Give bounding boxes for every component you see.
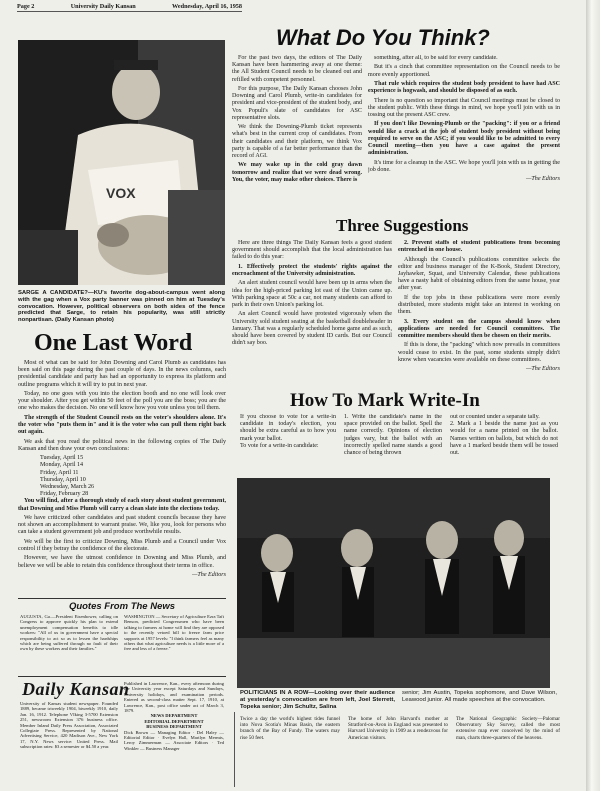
olw-para: We ask that you read the political news in the following copies of The Daily Kansan and then draw your own conclusions: bbox=[18, 438, 226, 452]
issue-item: Monday, April 14 bbox=[40, 462, 84, 469]
editorial-para: There is no question so important that Council meetings must be closed to the student public. With these things in mind, we hope you'll join with us in tossing out the present ASC crew. bbox=[368, 97, 560, 118]
suggestion-para: 1. Effectively protect the students' rights against the encroachment of the University administration. bbox=[232, 263, 392, 277]
suggestion-para: If the top jobs in these publications were more evenly distributed, more students might take an interest in working on them. bbox=[398, 294, 560, 316]
business-dept: BUSINESS DEPARTMENT bbox=[146, 724, 202, 730]
masthead-publishing bbox=[124, 681, 224, 786]
sarge-photo-image bbox=[18, 40, 225, 285]
editorial-signature: —The Editors bbox=[525, 176, 560, 183]
quotes-rule-bottom bbox=[18, 676, 226, 677]
olw-para: Today, no one goes with you into the election booth and no one will look over your shoulder. After you get within 50 feet of the poll you are the boss; you are the one who makes the decision. No one will know how you vote unless you tell them. bbox=[18, 391, 226, 412]
suggestion-para: 3. Every student on the campus should know when applications are needed for Council committees. The committee members should then be chosen on their merits. bbox=[398, 318, 560, 339]
politicians-caption-left: POLITICIANS IN A ROW—Looking over their audience at yesterday's convocation are from left, Joel Sterrett, Topeka senior; Jim Schultz, Salina bbox=[240, 690, 395, 710]
quotes-title: Quotes From The News bbox=[68, 601, 176, 612]
editorial-para: For this purpose, The Daily Kansan chooses John Downing and Carol Plumb, write-in candidates for president and vice-president of the student body, and Vox Populi's slate of candidates for ASC representative slots. bbox=[232, 86, 362, 121]
filler-harvard: The home of John Harvard's mother at Stratford-on-Avon in England was presented to Harvard University in 1909 as a rendezvous for American visitors. bbox=[348, 716, 448, 741]
issue-item: Friday, April 11 bbox=[40, 469, 79, 476]
suggestion-para: If this is done, the "packing" which now prevails in committees would cease to exist. In the past, some students simply didn't know when vacancies were available on these committees. bbox=[398, 342, 560, 363]
quotes-right: WASHINGTON — Secretary of Agriculture Ezra Taft Benson, predicted Congressmen who have been talking to farmers at home will find they are opposed to the recently vetoed bill to freeze farm price supports at 1957 levels: "I think farmers feel as many others that what agriculture needs is a little more of a free and less of a freeze." bbox=[124, 614, 224, 652]
how-to-col-2: 1. Write the candidate's name in the space provided on the ballot. Spell the name correctly. Opinions of election judges vary, but the ballot with an incorrectly spelled name stands a good chance of being thrown bbox=[344, 414, 442, 457]
editorial-para: We may wake up in the cold gray dawn tomorrow and realize that we were dead wrong. You, the voter, may make other choices. There is bbox=[232, 162, 362, 183]
how-to-col-1: If you choose to vote for a write-in candidate in today's election, you should be extra careful as to how you mark your ballot. To vote for a write-in candidate: bbox=[240, 414, 336, 449]
page-number: Page 2 bbox=[17, 3, 35, 10]
editorial-col-2 bbox=[368, 55, 560, 215]
how-to-headline: How To Mark Write-In bbox=[290, 390, 480, 411]
masthead-title: Daily Kansan bbox=[22, 679, 130, 699]
olw-para: We have criticized other candidates and past student councils because they have not shown an accomplishment to warrant praise. We, like you, look for persons who can take a student government job and produce worthwhile results. bbox=[18, 515, 226, 536]
olw-para: The strength of the Student Council rests on the voter's shoulders alone. It's the voter who "puts them in" and it is the voter who can pull them right back out again. bbox=[18, 414, 226, 436]
page-edge bbox=[586, 0, 600, 791]
politicians-caption-right: senior; Jim Austin, Topeka sophomore, and Dave Wilson, Leawood junior. All made speeches at the convocation. bbox=[402, 690, 557, 703]
masthead-staff: Dick Brown — Managing Editor · Del Haley — Editorial Editor · Evelyn Hall, Marilyn Mermis, Leroy Zimmerman — Associate Editors · Ted Winkler — Business Manager bbox=[124, 729, 224, 751]
editorial-para: It's time for a cleanup in the ASC. We hope you'll join with us in getting the job done. bbox=[368, 159, 560, 173]
suggestions-col-2 bbox=[398, 240, 560, 386]
olw-para: We will be the first to criticize Downing, Miss Plumb and a Council under Vox control if they betray the confidence of the electorate. bbox=[18, 538, 226, 552]
suggestion-para: 2. Prevent staffs of student publications from becoming entrenched in one house. bbox=[398, 240, 560, 254]
quotes-rule-top bbox=[18, 598, 226, 599]
filler-palomar: The National Geographic Society—Palomar Observatory Sky Survey, called the most extensive map ever conceived by the mind of man, charts three-quarters of the heavens. bbox=[456, 716, 560, 741]
three-suggestions-headline: Three Suggestions bbox=[336, 216, 469, 235]
how-to-col-3: out or counted under a separate tally. 2. Mark a 1 beside the name just as you would for a name printed on the ballot. Names written on ballots, but which do not have a 1 marked beside them will be tossed out. bbox=[450, 414, 558, 457]
politicians-photo-image bbox=[237, 478, 550, 688]
issue-item: Thursday, April 10 bbox=[40, 476, 86, 483]
politicians-photo bbox=[237, 478, 550, 688]
suggestion-para: Here are three things The Daily Kansan feels a good student government should accomplish that the local administration has failed to do this year: bbox=[232, 240, 392, 261]
editorial-dept: EDITORIAL DEPARTMENT bbox=[144, 718, 204, 724]
masthead-mid: Published in Lawrence, Kan., every afternoon during the University year except Saturdays and Sundays, University holidays, and examination periods. Entered as second-class matter Sept. 17, 1910, at Lawrence, Kan., post office under act of March 3, 1879. bbox=[124, 681, 224, 714]
filler-tides: Twice a day the world's highest tides funnel into Nova Scotia's Minas Basin, the eastern branch of the Bay of Fundy. The waters may rise 50 feet. bbox=[240, 716, 340, 741]
sarge-photo bbox=[18, 40, 225, 285]
issue-item: Friday, February 28 bbox=[40, 491, 89, 498]
suggestion-para: An alert student council would have been up in arms when the idea for the high-priced parking lot east of the Union came up. With parking space at 50c a car, not many students can afford to park in their own Union's parking lot. bbox=[232, 280, 392, 308]
issue-item: Tuesday, April 15 bbox=[40, 455, 84, 462]
editorial-para: If you don't like Downing-Plumb or the "packing": if you or a friend would like a crack at the job of student body president without being required to serve on the ASC; if you would like to be admitted to every Council meeting—then you have a case against the present administration. bbox=[368, 121, 560, 157]
editorial-col-1 bbox=[232, 55, 362, 205]
main-headline: What Do You Think? bbox=[276, 25, 490, 50]
one-last-word-body bbox=[18, 360, 226, 590]
olw-para: You will find, after a thorough study of each story about student government, that Downing and Miss Plumb will carry a clean slate into the elections today. bbox=[18, 498, 226, 512]
paper-name: University Daily Kansan bbox=[70, 3, 136, 10]
one-last-word-headline: One Last Word bbox=[34, 330, 193, 356]
issue-item: Wednesday, March 26 bbox=[40, 484, 95, 490]
sarge-photo-caption: SARGE A CANDIDATE?—KU's favorite dog-about-campus went along with the gag when a Vox party banner was pinned on him at Tuesday's convocation. However, political observers on both sides of the fence predicted that Sarge, to retain his popularity, was still strictly nonpartisan. (Daily Kansan photo) bbox=[18, 290, 225, 324]
bottom-divider bbox=[234, 712, 235, 787]
suggestion-para: An alert Council would have protested vigorously when the University sold student seating at the basketball doubleheader in January. That was a regularly scheduled home game and as such, should have been covered by student ID cards. But our Council didn't say boo. bbox=[232, 311, 392, 347]
quotes-left: AUGUSTA, Ga.—President Eisenhower, calling on Congress to approve quickly his plan to extend unemployment compensation benefits to idle workers: "All of us in government have a special responsibility to act so as to lessen the hardships which are being suffered through no fault of their own by these workers and their families." bbox=[20, 614, 118, 652]
olw-para: Most of what can be said for John Downing and Carol Plumb as candidates has been said on this page during the past couple of days. In the news columns, each presidential candidate and party has had an opportunity to express its platform and outline programs which it will try to put in next year. bbox=[18, 360, 226, 388]
issue-date: Wednesday, April 16, 1958 bbox=[172, 3, 242, 10]
suggestions-col-1 bbox=[232, 240, 392, 386]
svg-text:VOX: VOX bbox=[106, 185, 136, 201]
suggestions-signature: —The Editors bbox=[525, 366, 560, 373]
editorial-para: We think the Downing-Plumb ticket represents what's best in the current crop of candidates. From their candidates and their platform, we think Vox party is capable of a far better performance than the record of AGI. bbox=[232, 124, 362, 160]
editorial-para: something, after all, to be said for every candidate. bbox=[374, 55, 498, 61]
news-dept: NEWS DEPARTMENT bbox=[150, 713, 198, 719]
olw-para: However, we have the utmost confidence in Downing and Miss Plumb, and believe we will be able to retain this confidence throughout their terms in office. bbox=[18, 555, 226, 569]
editorial-para: But it's a cinch that committee representation on the Council needs to be more evenly apportioned. bbox=[368, 64, 560, 78]
issue-list bbox=[18, 455, 226, 498]
masthead-info: University of Kansas student newspaper. Founded 1889, became triweekly 1904, biweekly 1910, daily Jan. 16, 1912. Telephone VIking 3-5700 Extension 251, newsroom Extension 376 business office. Member Inland Daily Press Association, Associated Collegiate Press. Represented by National Advertising Service, 420 Madison Ave., New York 17, N.Y. News service: United Press. Mail subscription rates: $3 a semester or $4.50 a year. bbox=[20, 701, 118, 750]
suggestion-para: Although the Council's publications committee selects the editor and business manager of the K-Book, Student Directory, Jayhawker, Squat, and University Calendar, these publications have a nasty habit of obtaining editors from the same house, year after year. bbox=[398, 256, 560, 292]
editorial-para: That rule which requires the student body president to have had ASC experience is hogwash, and should be disposed of as such. bbox=[368, 80, 560, 95]
editorial-para: For the past two days, the editors of The Daily Kansan have been hammering away at one theme: the All Student Council needs to be cleaned out and refilled with competent personnel. bbox=[232, 55, 362, 83]
page-header bbox=[17, 3, 242, 12]
olw-signature: —The Editors bbox=[191, 571, 226, 578]
